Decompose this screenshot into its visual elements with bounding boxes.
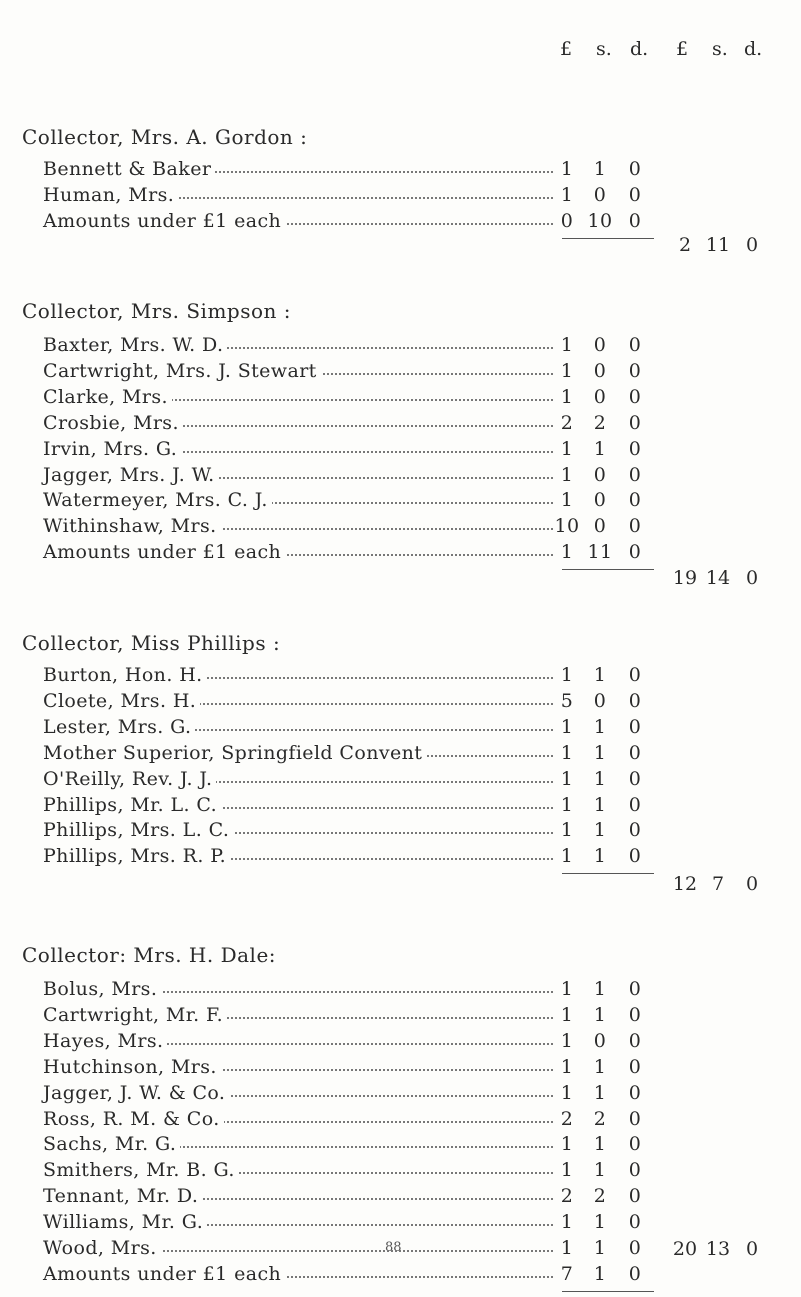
header-pence: d.: [630, 38, 649, 60]
amount-pounds: 1: [560, 1159, 574, 1182]
total-shillings: 11: [705, 234, 731, 256]
total-pence: 0: [745, 234, 759, 256]
subscriber-row: [0, 742, 801, 770]
total-pounds: 2: [678, 234, 692, 256]
amount-shillings: 1: [593, 978, 607, 1000]
amount-pence: 0: [628, 489, 642, 512]
amount-pence: 0: [628, 1133, 642, 1156]
amount-pounds: 10: [554, 515, 580, 538]
amount-pence: 0: [628, 463, 642, 486]
amount-pounds: 2: [560, 1107, 574, 1130]
subscriber-name: Mother Superior, Springfield Convent: [43, 742, 426, 764]
subscriber-name: Tennant, Mr. D.: [43, 1185, 202, 1207]
amount-pence: 0: [628, 334, 642, 356]
amount-shillings: 0: [593, 463, 607, 486]
amount-pence: 0: [628, 715, 642, 738]
subscriber-name: Ross, R. M. & Co.: [43, 1108, 224, 1130]
subscriber-row: [0, 515, 801, 543]
amount-shillings: 1: [593, 741, 607, 764]
amount-pounds: 1: [560, 541, 574, 564]
amount-pounds: 1: [560, 1029, 574, 1052]
amount-shillings: 0: [593, 183, 607, 206]
subscriber-row: [0, 690, 801, 718]
amount-shillings: 0: [593, 689, 607, 712]
amount-shillings: 2: [593, 411, 607, 434]
amount-pence: 0: [628, 741, 642, 764]
page-number: 88: [385, 1240, 402, 1255]
total-pounds: 19: [672, 567, 698, 589]
subscriber-name: Smithers, Mr. B. G.: [43, 1159, 239, 1181]
amount-pounds: 1: [560, 819, 574, 842]
total-pounds: 20: [672, 1238, 698, 1260]
subscriber-name: Amounts under £1 each: [43, 541, 285, 563]
amount-shillings: 1: [593, 767, 607, 790]
amount-shillings: 1: [593, 819, 607, 842]
subscriber-name: Phillips, Mrs. R. P.: [43, 845, 230, 867]
amount-pounds: 1: [560, 978, 574, 1000]
total-pence: 0: [745, 1238, 759, 1260]
subscriber-row: [0, 438, 801, 466]
amount-pence: 0: [628, 819, 642, 842]
amount-pounds: 1: [560, 845, 574, 868]
amount-shillings: 1: [593, 1211, 607, 1234]
subscriber-name: Amounts under £1 each: [43, 210, 285, 232]
subscriber-name: Human, Mrs.: [43, 184, 178, 206]
subscriber-name: Sachs, Mr. G.: [43, 1133, 180, 1155]
subtotal-rule: [562, 1291, 654, 1292]
amount-pounds: 1: [560, 183, 574, 206]
subscriber-name: Jagger, Mrs. J. W.: [43, 464, 219, 486]
subscriber-name: Cloete, Mrs. H.: [43, 690, 200, 712]
amount-shillings: 0: [593, 359, 607, 382]
amount-shillings: 1: [593, 1237, 607, 1259]
collector-heading: Collector, Miss Phillips :: [22, 631, 281, 655]
subscriber-name: Lester, Mrs. G.: [43, 716, 195, 738]
amount-pounds: 1: [560, 715, 574, 738]
amount-pence: 0: [628, 767, 642, 790]
subscriber-name: Williams, Mr. G.: [43, 1211, 207, 1233]
amount-shillings: 0: [593, 334, 607, 356]
amount-pounds: 1: [560, 1211, 574, 1234]
header-total-shillings: s.: [712, 38, 728, 60]
subscriber-row: [0, 794, 801, 822]
subscriber-name: Baxter, Mrs. W. D.: [43, 334, 227, 356]
amount-pence: 0: [628, 541, 642, 564]
header-total-pence: d.: [744, 38, 763, 60]
amount-shillings: 1: [593, 664, 607, 686]
amount-pounds: 1: [560, 664, 574, 686]
amount-shillings: 2: [593, 1185, 607, 1208]
amount-pounds: 1: [560, 463, 574, 486]
amount-shillings: 0: [593, 385, 607, 408]
amount-shillings: 0: [593, 1029, 607, 1052]
amount-shillings: 1: [593, 715, 607, 738]
amount-pounds: 1: [560, 437, 574, 460]
amount-shillings: 1: [593, 1159, 607, 1182]
header-pounds: £: [560, 38, 573, 60]
subscriber-name: Burton, Hon. H.: [43, 664, 207, 686]
collector-heading: Collector, Mrs. A. Gordon :: [22, 125, 308, 149]
amount-pence: 0: [628, 845, 642, 868]
subscriber-row: [0, 1263, 801, 1291]
subscriber-row: [0, 1185, 801, 1213]
amount-shillings: 1: [593, 1081, 607, 1104]
subscriber-row: [0, 1056, 801, 1084]
amount-pounds: 2: [560, 411, 574, 434]
total-pence: 0: [745, 567, 759, 589]
amount-pence: 0: [628, 515, 642, 538]
amount-shillings: 0: [593, 515, 607, 538]
subscriber-name: Phillips, Mr. L. C.: [43, 794, 221, 816]
subscriber-row: [0, 412, 801, 440]
amount-pounds: 1: [560, 1003, 574, 1026]
subscriber-row: [0, 158, 801, 186]
amount-pounds: 1: [560, 334, 574, 356]
subscriber-row: [0, 184, 801, 212]
amount-pence: 0: [628, 385, 642, 408]
subscriber-name: Hutchinson, Mrs.: [43, 1056, 221, 1078]
amount-pence: 0: [628, 978, 642, 1000]
amount-shillings: 1: [593, 1055, 607, 1078]
amount-pence: 0: [628, 1055, 642, 1078]
subscriber-row: [0, 978, 801, 1006]
header-total-pounds: £: [676, 38, 689, 60]
header-shillings: s.: [596, 38, 612, 60]
subscriber-name: Crosbie, Mrs.: [43, 412, 183, 434]
amount-pounds: 1: [560, 385, 574, 408]
amount-pence: 0: [628, 1185, 642, 1208]
collector-heading: Collector, Mrs. Simpson :: [22, 299, 291, 323]
subscriber-name: Cartwright, Mrs. J. Stewart: [43, 360, 321, 382]
amount-shillings: 0: [593, 489, 607, 512]
amount-pounds: 1: [560, 359, 574, 382]
amount-pence: 0: [628, 664, 642, 686]
amount-pounds: 1: [560, 1081, 574, 1104]
amount-pence: 0: [628, 183, 642, 206]
total-pence: 0: [745, 873, 759, 895]
amount-pounds: 5: [560, 689, 574, 712]
subscriber-row: [0, 1133, 801, 1161]
subscriber-row: [0, 334, 801, 362]
subscriber-name: Wood, Mrs.: [43, 1237, 161, 1259]
subscriber-row: [0, 1159, 801, 1187]
amount-pence: 0: [628, 209, 642, 232]
subscriber-row: [0, 664, 801, 692]
amount-pence: 0: [628, 793, 642, 816]
subscriber-name: Watermeyer, Mrs. C. J.: [43, 489, 272, 511]
amount-pence: 0: [628, 359, 642, 382]
subscriber-name: Phillips, Mrs. L. C.: [43, 819, 233, 841]
amount-pence: 0: [628, 1262, 642, 1285]
amount-pounds: 1: [560, 1055, 574, 1078]
total-shillings: 13: [705, 1238, 731, 1260]
collector-heading: Collector: Mrs. H. Dale:: [22, 943, 277, 967]
amount-shillings: 11: [587, 541, 613, 564]
subscriber-name: Irvin, Mrs. G.: [43, 438, 181, 460]
collector-total: [0, 234, 801, 260]
amount-shillings: 1: [593, 1262, 607, 1285]
amount-shillings: 1: [593, 793, 607, 816]
amount-pence: 0: [628, 1211, 642, 1234]
amount-pounds: 1: [560, 767, 574, 790]
amount-shillings: 2: [593, 1107, 607, 1130]
total-shillings: 7: [711, 873, 725, 895]
amount-pence: 0: [628, 1159, 642, 1182]
amount-pence: 0: [628, 158, 642, 180]
amount-pounds: 1: [560, 741, 574, 764]
subscriber-name: O'Reilly, Rev. J. J.: [43, 768, 216, 790]
amount-pounds: 7: [560, 1262, 574, 1285]
amount-pounds: 1: [560, 1237, 574, 1259]
amount-pence: 0: [628, 1107, 642, 1130]
subscriber-row: [0, 386, 801, 414]
amount-pence: 0: [628, 1029, 642, 1052]
subscriber-row: [0, 360, 801, 388]
amount-pounds: 1: [560, 1133, 574, 1156]
amount-pence: 0: [628, 689, 642, 712]
subscriber-name: Amounts under £1 each: [43, 1263, 285, 1285]
amount-pounds: 1: [560, 489, 574, 512]
amount-pounds: 1: [560, 158, 574, 180]
total-shillings: 14: [705, 567, 731, 589]
subscriber-name: Jagger, J. W. & Co.: [43, 1082, 229, 1104]
subscriber-name: Bolus, Mrs.: [43, 978, 161, 1000]
collector-total: [0, 567, 801, 593]
amount-pounds: 0: [560, 209, 574, 232]
amount-shillings: 1: [593, 158, 607, 180]
amount-pence: 0: [628, 1081, 642, 1104]
subscriber-row: [0, 1004, 801, 1032]
amount-shillings: 1: [593, 437, 607, 460]
amount-pence: 0: [628, 411, 642, 434]
subscriber-row: [0, 768, 801, 796]
subscriber-name: Cartwright, Mr. F.: [43, 1004, 227, 1026]
amount-shillings: 1: [593, 1003, 607, 1026]
amount-pence: 0: [628, 1237, 642, 1259]
amount-pence: 0: [628, 1003, 642, 1026]
amount-shillings: 1: [593, 845, 607, 868]
subscriber-row: [0, 1108, 801, 1136]
subscriber-name: Clarke, Mrs.: [43, 386, 172, 408]
subscriber-row: [0, 541, 801, 569]
amount-pounds: 1: [560, 793, 574, 816]
subscriber-name: Withinshaw, Mrs.: [43, 515, 221, 537]
collector-total: [0, 873, 801, 899]
subscriber-row: [0, 819, 801, 847]
subscriber-name: Bennett & Baker: [43, 158, 215, 180]
subscriber-name: Hayes, Mrs.: [43, 1030, 167, 1052]
subscriber-row: [0, 1082, 801, 1110]
subscriber-row: [0, 489, 801, 517]
subscriber-row: [0, 464, 801, 492]
amount-shillings: 1: [593, 1133, 607, 1156]
subscriber-row: [0, 845, 801, 873]
subscriber-row: [0, 716, 801, 744]
amount-pounds: 2: [560, 1185, 574, 1208]
amount-pence: 0: [628, 437, 642, 460]
total-pounds: 12: [672, 873, 698, 895]
amount-shillings: 10: [587, 209, 613, 232]
subscriber-row: [0, 1211, 801, 1239]
subscriber-row: [0, 1030, 801, 1058]
